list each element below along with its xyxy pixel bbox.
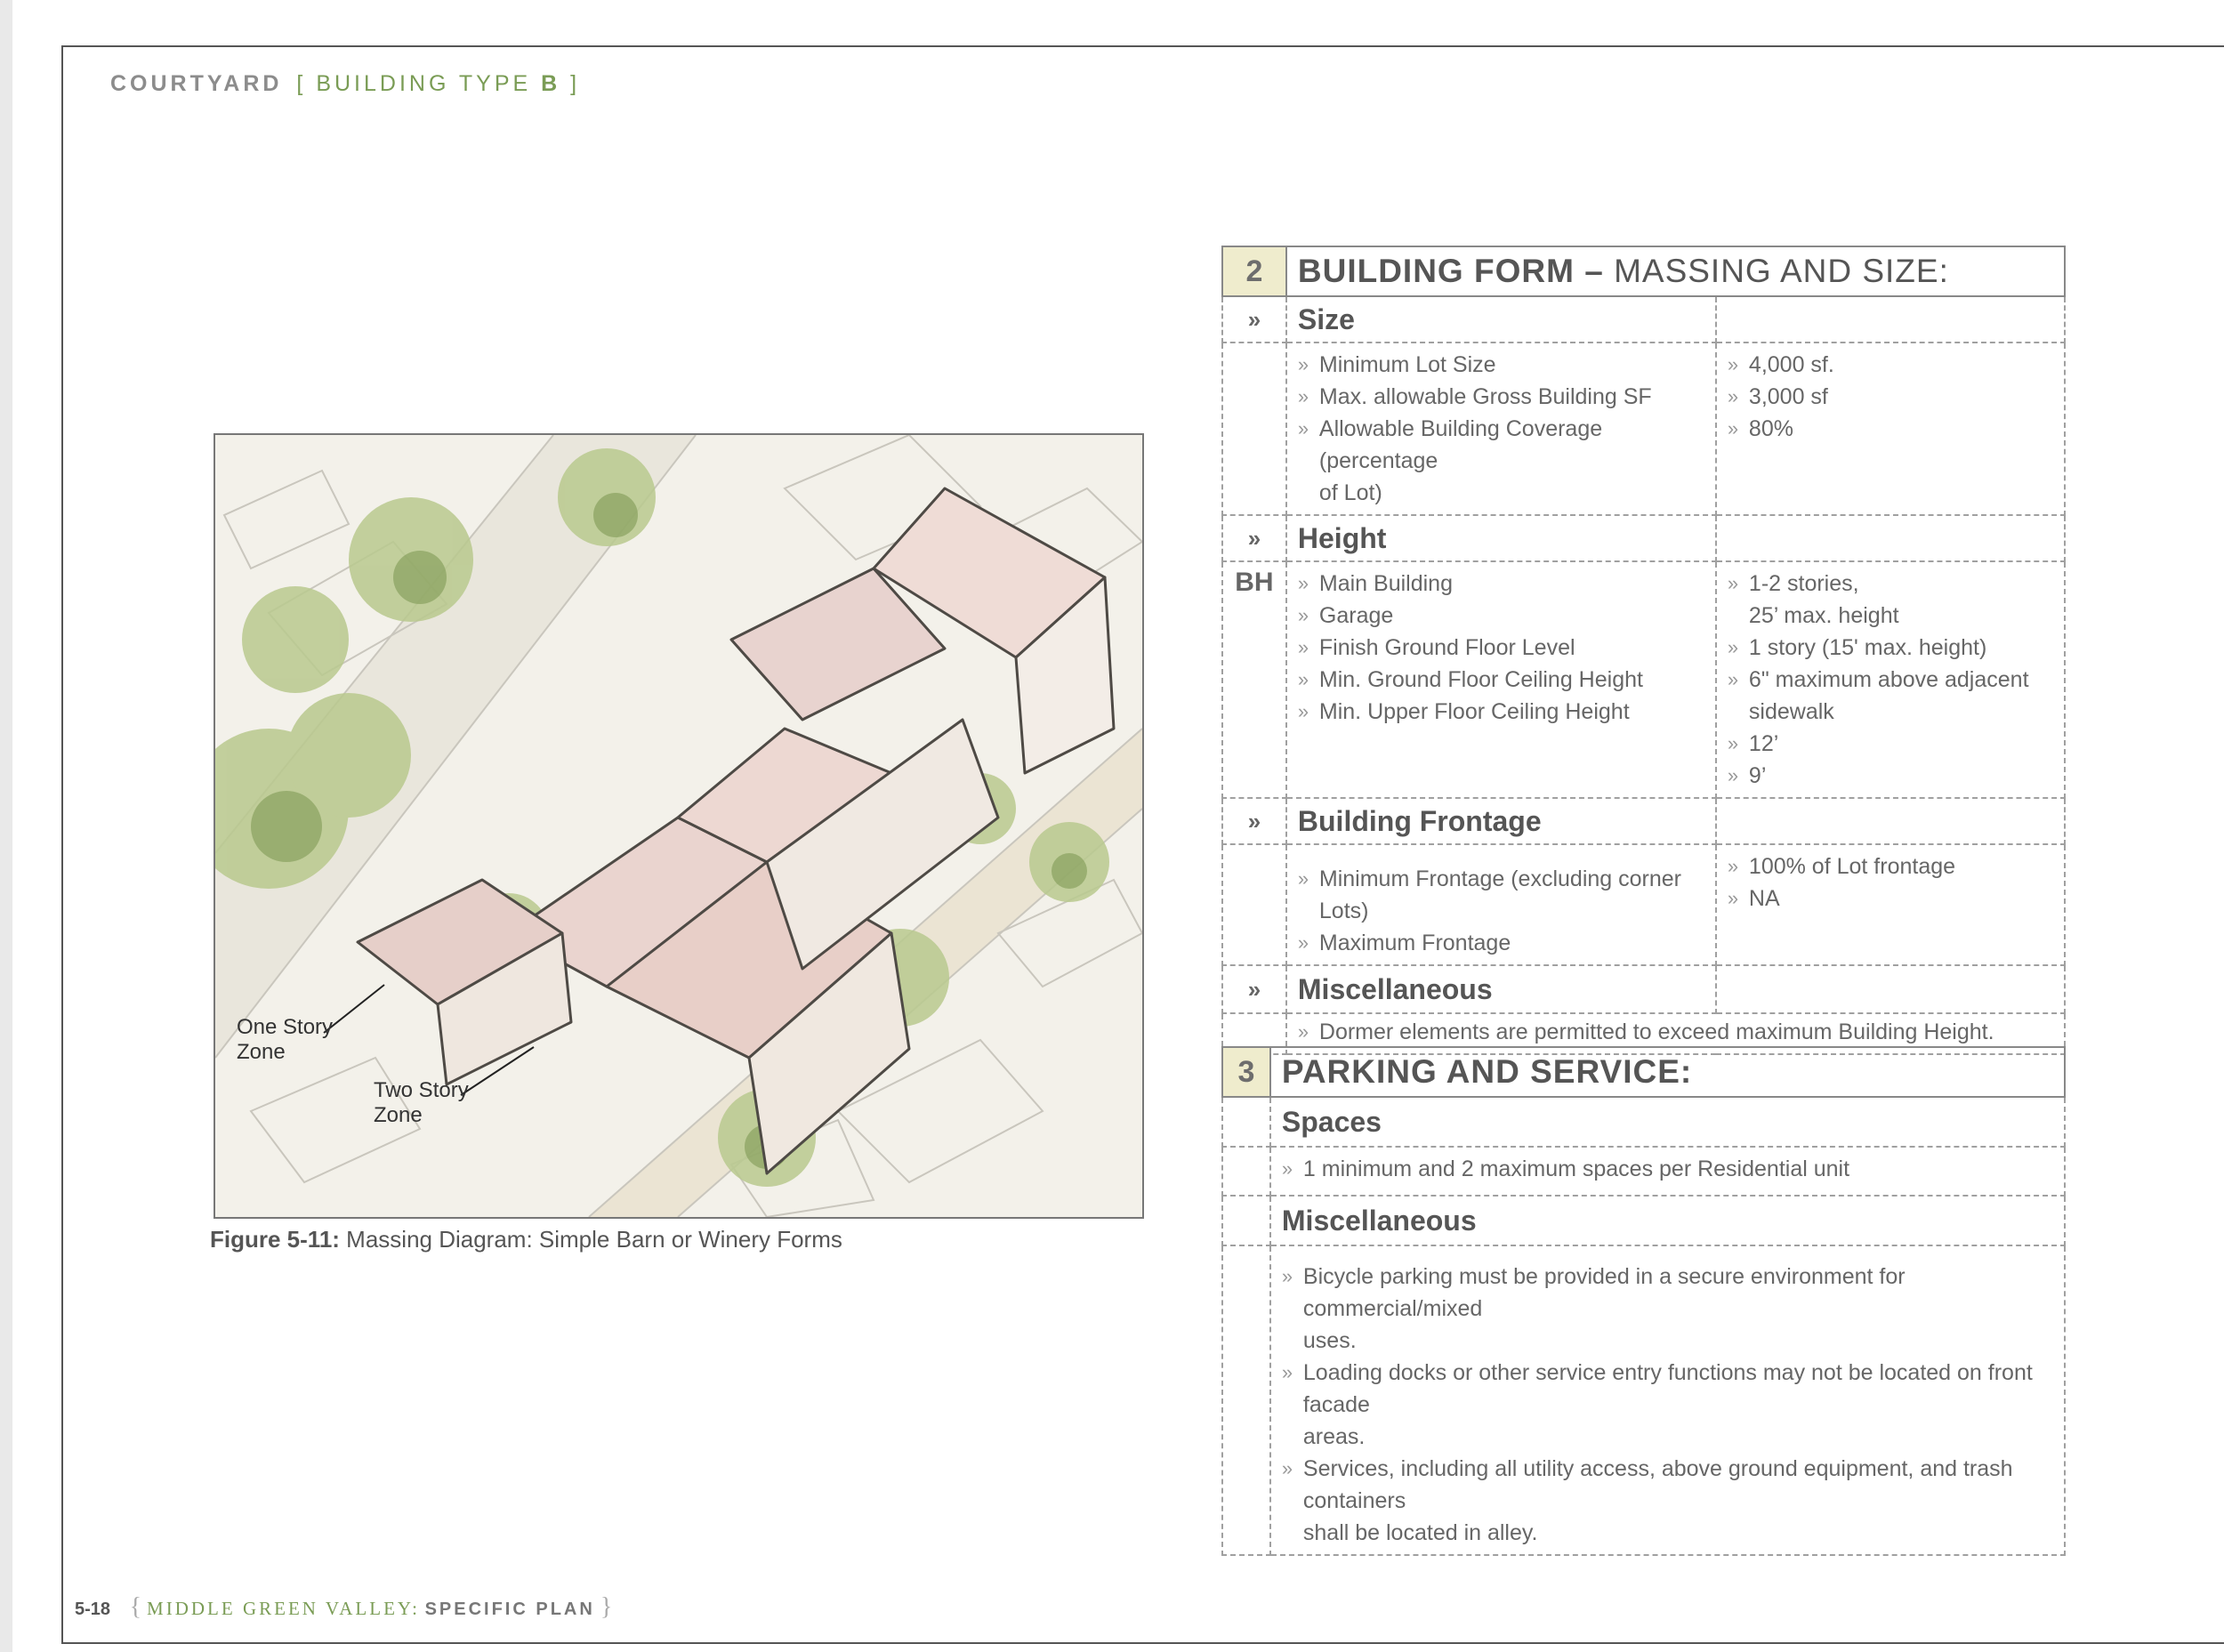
section-title: PARKING AND SERVICE: (1270, 1047, 2065, 1097)
bullet-mark: » (1222, 798, 1286, 844)
massing-sketch (215, 435, 1142, 1217)
page-number: 5-18 (75, 1600, 111, 1619)
misc-items: » Dormer elements are permitted to exceed maximum Building Height. (1286, 1013, 2065, 1054)
height-items: » Main Building » Garage » Finish Ground Floor Level » Min. Ground Floor Ceiling Height » Min. Upper Floor Ceiling Height (1286, 561, 1716, 798)
page-header (110, 71, 580, 97)
section-number: 3 (1222, 1047, 1270, 1097)
size-items: » Minimum Lot Size » Max. allowable Gross Building SF » Allowable Building Coverage (percentage of Lot) (1286, 342, 1716, 515)
spaces-items: » 1 minimum and 2 maximum spaces per Residential unit (1270, 1147, 2065, 1196)
bh-code: BH (1222, 561, 1286, 798)
page-footer: 5-18 { MIDDLE GREEN VALLEY: SPECIFIC PLAN } (75, 1593, 613, 1621)
one-story-zone-label: One Story Zone (237, 1015, 334, 1064)
height-heading: Height (1286, 515, 1716, 561)
header-title: COURTYARD (110, 71, 283, 96)
frontage-heading: Building Frontage (1286, 798, 1716, 844)
frontage-items: » Minimum Frontage (excluding corner Lots) » Maximum Frontage (1286, 844, 1716, 965)
size-values: » 4,000 sf. » 3,000 sf » 80% (1716, 342, 2065, 515)
frontage-values: » 100% of Lot frontage » NA (1716, 844, 2065, 965)
parking-service-table (1221, 1046, 2066, 1556)
spaces-heading: Spaces (1270, 1097, 2065, 1147)
size-heading: Size (1286, 296, 1716, 342)
bullet-mark: » (1222, 515, 1286, 561)
plan-name-suffix: SPECIFIC PLAN (424, 1600, 595, 1619)
massing-diagram-illustration (214, 433, 1144, 1219)
plan-name: MIDDLE GREEN VALLEY: (147, 1598, 420, 1619)
two-story-zone-label: Two Story Zone (374, 1078, 469, 1127)
building-form-table (1221, 246, 2066, 1055)
bullet-mark: » (1222, 965, 1286, 1013)
misc-items: » Bicycle parking must be provided in a secure environment for commercial/mixed uses. » Loading docks or other service entry functions may not be located on front facade areas. » Services, including all utility access, above ground equipment, and trash containers shall be located in alley. (1270, 1245, 2065, 1555)
header-subtitle: [ BUILDING TYPE B ] (296, 71, 581, 96)
misc-heading: Miscellaneous (1270, 1196, 2065, 1245)
section-title: BUILDING FORM – MASSING AND SIZE: (1286, 246, 2065, 296)
section-number: 2 (1222, 246, 1286, 296)
bullet-mark: » (1222, 296, 1286, 342)
height-values: » 1-2 stories, 25’ max. height » 1 story (15' max. height) » 6ʺ maximum above adjacent sidewalk » 12’ » 9’ (1716, 561, 2065, 798)
figure-caption: Figure 5-11: Massing Diagram: Simple Barn or Winery Forms (210, 1226, 842, 1253)
misc-heading: Miscellaneous (1286, 965, 1716, 1013)
